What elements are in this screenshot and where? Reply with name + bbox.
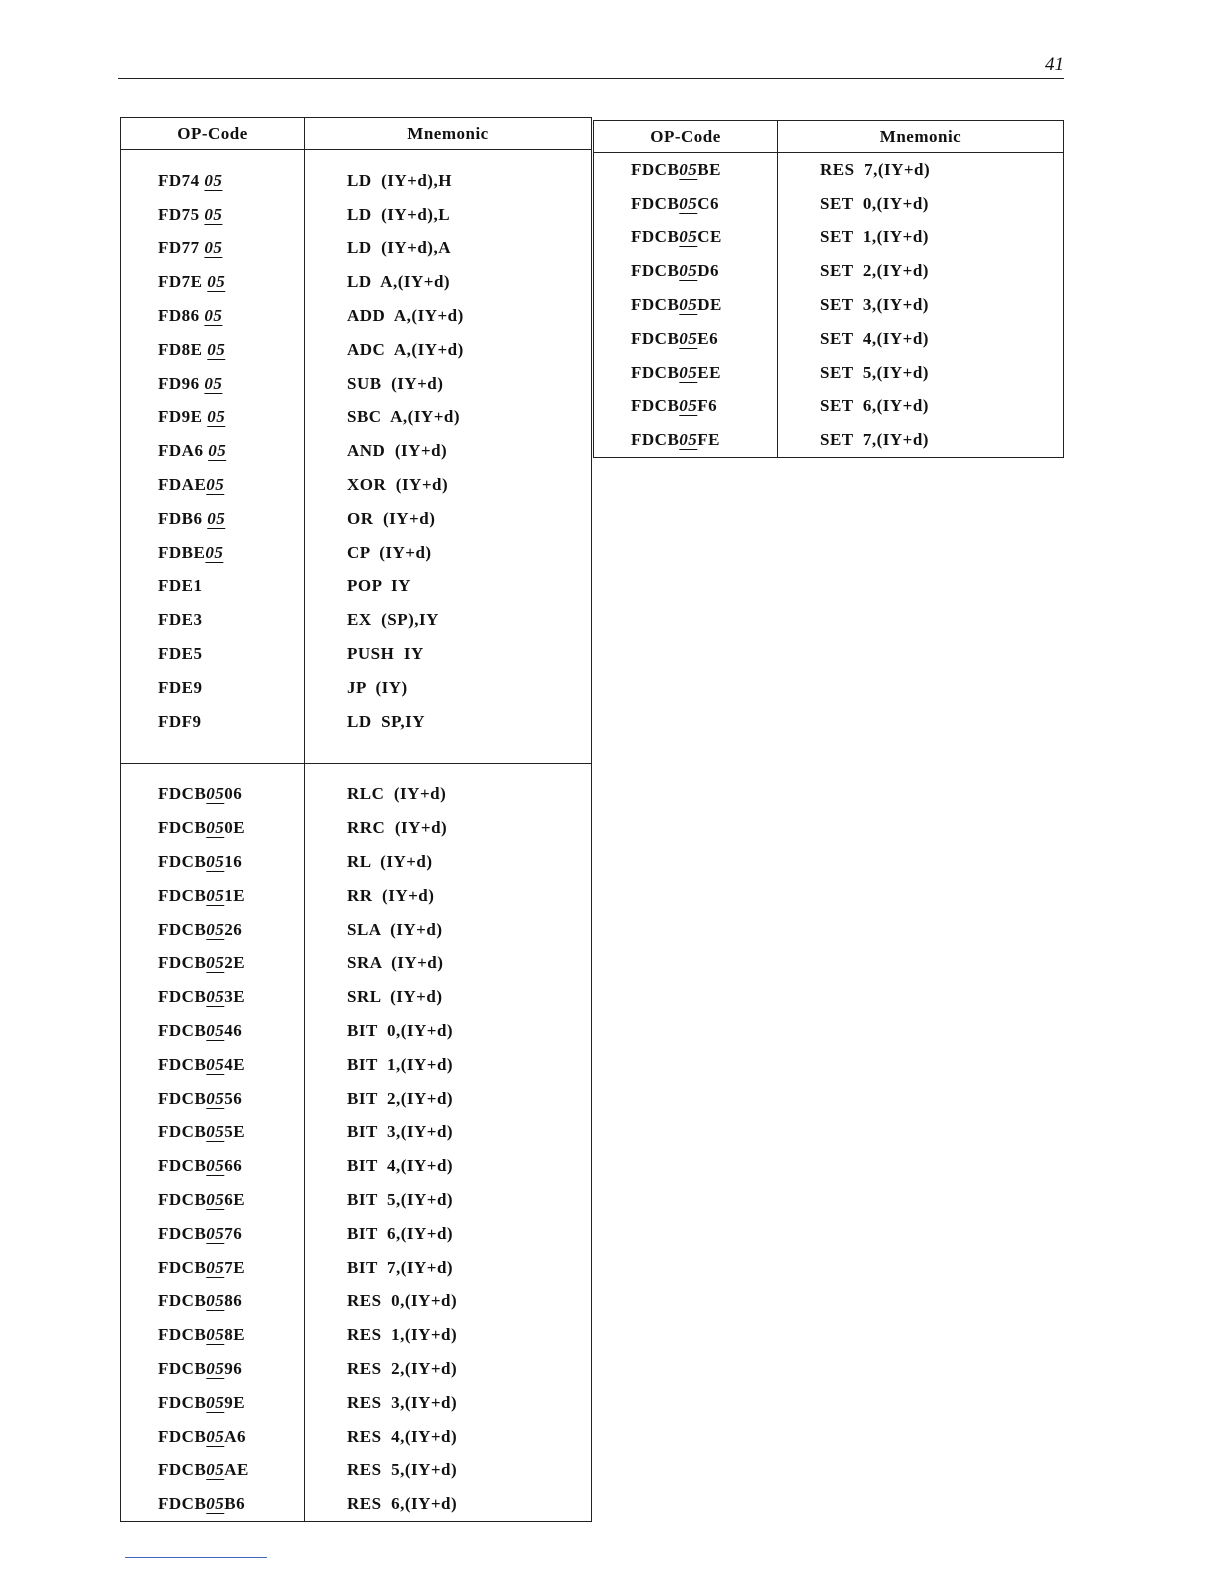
displacement-byte: 05: [207, 339, 226, 359]
opcode-cell: [121, 1014, 305, 1048]
mnemonic-cell: BIT 4,(IY+d): [347, 1156, 454, 1176]
opcode-cell: [121, 1048, 305, 1082]
mnemonic-cell: BIT 6,(IY+d): [347, 1223, 454, 1243]
opcode-header: OP-Code: [594, 121, 778, 153]
mnemonic-cell: SET 5,(IY+d): [820, 362, 929, 382]
opcode-cell: [594, 356, 778, 390]
right-table-body: [594, 153, 1064, 458]
table-row: [121, 1487, 592, 1521]
displacement-byte: 05: [206, 1325, 225, 1345]
opcode-cell: [121, 1183, 305, 1217]
mnemonic-cell: LD (IY+d),H: [347, 170, 452, 190]
table-row: [121, 502, 592, 536]
opcode-suffix: 8E: [224, 1325, 246, 1345]
opcode-cell: [121, 1352, 305, 1386]
opcode-prefix: FD75: [158, 204, 205, 224]
opcode-prefix: FDCB: [158, 1054, 207, 1074]
table-row: [121, 1116, 592, 1150]
displacement-byte: 05: [207, 407, 226, 427]
mnemonic-cell: RES 4,(IY+d): [347, 1426, 458, 1446]
displacement-byte: 05: [679, 362, 698, 382]
table-row: [121, 333, 592, 367]
displacement-byte: 05: [206, 852, 225, 872]
mnemonic-cell: SET 2,(IY+d): [820, 261, 929, 281]
mnemonic-cell: ADD A,(IY+d): [347, 306, 464, 326]
opcode-suffix: 2E: [224, 953, 246, 973]
mnemonic-cell: POP IY: [347, 576, 411, 596]
opcode-suffix: D6: [697, 261, 720, 281]
mnemonic-cell: SUB (IY+d): [347, 373, 444, 393]
table-row: [594, 356, 1064, 390]
table-row: [121, 778, 592, 812]
opcode-cell: [121, 811, 305, 845]
opcode-prefix: FDCB: [158, 852, 207, 872]
mnemonic-cell: EX (SP),IY: [347, 610, 439, 630]
opcode-cell: [121, 705, 305, 739]
spacer-cell: [305, 763, 592, 778]
displacement-byte: 05: [206, 1392, 225, 1412]
displacement-byte: 05: [206, 475, 225, 495]
opcode-table-right: [593, 120, 1064, 458]
table-row: [594, 187, 1064, 221]
displacement-byte: 05: [204, 306, 223, 326]
opcode-suffix: 06: [224, 784, 243, 804]
mnemonic-cell: BIT 3,(IY+d): [347, 1122, 454, 1142]
opcode-prefix: FD86: [158, 306, 205, 326]
opcode-prefix: FDCB: [631, 227, 680, 247]
opcode-suffix: 4E: [224, 1054, 246, 1074]
opcode-suffix: E6: [697, 328, 719, 348]
opcode-cell: [594, 390, 778, 424]
opcode-prefix: FDCB: [158, 818, 207, 838]
opcode-prefix: FD7E: [158, 272, 208, 292]
opcode-cell: [121, 913, 305, 947]
opcode-cell: [121, 1116, 305, 1150]
displacement-byte: 05: [206, 784, 225, 804]
table-row: [121, 1251, 592, 1285]
mnemonic-cell: LD SP,IY: [347, 711, 426, 731]
opcode-prefix: FDCB: [158, 953, 207, 973]
page-number: 41: [1045, 54, 1064, 75]
displacement-byte: 05: [206, 1190, 225, 1209]
opcode-prefix: FDE9: [158, 677, 203, 697]
displacement-byte: 05: [206, 1257, 225, 1277]
table-spacer: [121, 739, 592, 764]
opcode-cell: [121, 1217, 305, 1251]
opcode-prefix: FDCB: [631, 193, 680, 213]
opcode-cell: [594, 221, 778, 255]
table-row: [121, 913, 592, 947]
opcode-prefix: FDCB: [158, 784, 207, 804]
table-spacer: [121, 150, 592, 165]
table-row: [121, 879, 592, 913]
opcode-cell: [121, 845, 305, 879]
displacement-byte: 05: [206, 1122, 225, 1142]
mnemonic-cell: RES 0,(IY+d): [347, 1291, 458, 1311]
opcode-prefix: FDCB: [158, 1223, 207, 1243]
opcode-prefix: FDBE: [158, 542, 206, 562]
opcode-prefix: FDCB: [631, 430, 680, 450]
table-row: [121, 1217, 592, 1251]
displacement-byte: 05: [204, 238, 223, 258]
opcode-cell: [121, 265, 305, 299]
displacement-byte: 05: [206, 1291, 225, 1311]
displacement-byte: 05: [207, 508, 226, 528]
opcode-prefix: FDCB: [158, 1460, 207, 1480]
opcode-prefix: FD9E: [158, 407, 208, 427]
table-row: [121, 1318, 592, 1352]
opcode-prefix: FDE3: [158, 610, 203, 630]
opcode-cell: [121, 637, 305, 671]
mnemonic-cell: RES 7,(IY+d): [820, 159, 931, 179]
displacement-byte: 05: [204, 373, 223, 393]
opcode-cell: [121, 1318, 305, 1352]
displacement-byte: 05: [205, 542, 224, 562]
opcode-prefix: FDB6: [158, 508, 208, 528]
opcode-cell: [121, 570, 305, 604]
table-row: [594, 390, 1064, 424]
opcode-cell: [594, 254, 778, 288]
opcode-suffix: CE: [697, 227, 722, 247]
mnemonic-cell: SET 4,(IY+d): [820, 328, 929, 348]
displacement-byte: 05: [679, 430, 698, 450]
opcode-prefix: FDA6: [158, 441, 209, 461]
opcode-prefix: FDF9: [158, 711, 202, 731]
opcode-cell: [594, 288, 778, 322]
table-row: [121, 1082, 592, 1116]
opcode-suffix: AE: [224, 1460, 249, 1480]
displacement-byte: 05: [206, 1358, 225, 1378]
opcode-cell: [121, 468, 305, 502]
opcode-suffix: 86: [224, 1291, 243, 1311]
displacement-byte: 05: [206, 987, 225, 1007]
opcode-suffix: 9E: [224, 1392, 246, 1412]
table-row: [594, 423, 1064, 457]
opcode-prefix: FD74: [158, 170, 205, 190]
mnemonic-cell: RR (IY+d): [347, 885, 435, 905]
opcode-suffix: 0E: [224, 818, 246, 838]
table-row: [121, 671, 592, 705]
mnemonic-cell: ADC A,(IY+d): [347, 339, 464, 359]
opcode-prefix: FDAE: [158, 475, 207, 495]
displacement-byte: 05: [206, 1426, 225, 1446]
mnemonic-cell: LD A,(IY+d): [347, 272, 451, 292]
displacement-byte: 05: [206, 885, 225, 905]
mnemonic-cell: SRL (IY+d): [347, 987, 443, 1007]
table-row: [594, 153, 1064, 187]
opcode-suffix: 76: [224, 1223, 243, 1243]
mnemonic-cell: RRC (IY+d): [347, 818, 448, 838]
opcode-prefix: FDCB: [631, 396, 680, 416]
opcode-suffix: DE: [697, 295, 722, 315]
table-row: [121, 1386, 592, 1420]
opcode-cell: [121, 879, 305, 913]
table-row: [121, 401, 592, 435]
displacement-byte: 05: [206, 953, 225, 973]
opcode-suffix: 16: [224, 852, 243, 872]
opcode-prefix: FDCB: [631, 261, 680, 281]
table-spacer: [121, 763, 592, 778]
opcode-cell: [121, 1082, 305, 1116]
footer-line: [125, 1557, 267, 1558]
table-row: [121, 536, 592, 570]
displacement-byte: 05: [679, 261, 698, 281]
mnemonic-cell: SET 7,(IY+d): [820, 430, 929, 450]
opcode-prefix: FDE5: [158, 644, 203, 664]
table-row: [121, 980, 592, 1014]
opcode-cell: [121, 502, 305, 536]
table-row: [121, 603, 592, 637]
opcode-prefix: FDCB: [158, 1291, 207, 1311]
mnemonic-cell: SET 1,(IY+d): [820, 227, 929, 247]
mnemonic-cell: BIT 0,(IY+d): [347, 1021, 454, 1041]
table-row: [594, 221, 1064, 255]
opcode-suffix: 66: [224, 1156, 243, 1176]
opcode-prefix: FD77: [158, 238, 205, 258]
spacer-cell: [121, 763, 305, 778]
displacement-byte: 05: [679, 396, 698, 416]
mnemonic-cell: RES 1,(IY+d): [347, 1325, 458, 1345]
opcode-prefix: FDCB: [158, 1358, 207, 1378]
opcode-suffix: 26: [224, 919, 243, 939]
table-row: [121, 265, 592, 299]
opcode-cell: [121, 536, 305, 570]
displacement-byte: 05: [206, 1156, 225, 1176]
spacer-cell: [305, 150, 592, 165]
opcode-cell: [121, 1386, 305, 1420]
opcode-suffix: 56: [224, 1088, 243, 1108]
opcode-suffix: F6: [697, 396, 718, 416]
mnemonic-cell: LD (IY+d),A: [347, 238, 451, 258]
table-row: [594, 254, 1064, 288]
opcode-prefix: FDCB: [158, 1392, 207, 1412]
table-row: [121, 637, 592, 671]
opcode-suffix: FE: [697, 430, 721, 450]
mnemonic-cell: SET 6,(IY+d): [820, 396, 929, 416]
opcode-cell: [121, 333, 305, 367]
spacer-cell: [121, 739, 305, 764]
table-row: [121, 1048, 592, 1082]
opcode-suffix: B6: [224, 1494, 246, 1514]
opcode-prefix: FDCB: [158, 1494, 207, 1514]
opcode-cell: [121, 401, 305, 435]
opcode-cell: [594, 153, 778, 187]
opcode-prefix: FDCB: [158, 1156, 207, 1176]
table-row: [121, 1420, 592, 1454]
table-row: [121, 1014, 592, 1048]
mnemonic-cell: RES 6,(IY+d): [347, 1494, 458, 1514]
displacement-byte: 05: [206, 1088, 225, 1108]
displacement-byte: 05: [207, 272, 226, 292]
header-rule: [118, 78, 1064, 79]
opcode-table-left: [120, 117, 592, 1522]
opcode-header: OP-Code: [121, 118, 305, 150]
mnemonic-cell: RES 2,(IY+d): [347, 1358, 458, 1378]
opcode-suffix: 6E: [224, 1190, 246, 1209]
table-row: [121, 1453, 592, 1487]
mnemonic-cell: RLC (IY+d): [347, 784, 447, 804]
opcode-cell: [121, 299, 305, 333]
table-row: [594, 322, 1064, 356]
table-row: [121, 434, 592, 468]
opcode-suffix: 1E: [224, 885, 246, 905]
opcode-cell: [121, 603, 305, 637]
left-table-body: [121, 150, 592, 1522]
opcode-prefix: FDCB: [631, 328, 680, 348]
mnemonic-cell: SET 0,(IY+d): [820, 193, 929, 213]
opcode-cell: [121, 1285, 305, 1319]
mnemonic-header: Mnemonic: [778, 121, 1064, 153]
table-row: [594, 288, 1064, 322]
opcode-prefix: FDE1: [158, 576, 203, 596]
opcode-prefix: FDCB: [631, 362, 680, 382]
displacement-byte: 05: [679, 227, 698, 247]
mnemonic-cell: LD (IY+d),L: [347, 204, 451, 224]
opcode-cell: [121, 778, 305, 812]
mnemonic-cell: SRA (IY+d): [347, 953, 444, 973]
opcode-prefix: FDCB: [158, 1426, 207, 1446]
opcode-cell: [121, 1251, 305, 1285]
mnemonic-cell: AND (IY+d): [347, 441, 448, 461]
opcode-cell: [121, 198, 305, 232]
opcode-prefix: FDCB: [158, 1021, 207, 1041]
opcode-cell: [121, 1420, 305, 1454]
table-row: [121, 468, 592, 502]
opcode-suffix: 7E: [224, 1257, 246, 1277]
table-row: [121, 1285, 592, 1319]
opcode-prefix: FD8E: [158, 339, 208, 359]
opcode-suffix: BE: [697, 159, 721, 179]
opcode-prefix: FDCB: [158, 1325, 207, 1345]
table-row: [121, 1352, 592, 1386]
mnemonic-header: Mnemonic: [305, 118, 592, 150]
opcode-suffix: EE: [697, 362, 721, 382]
opcode-prefix: FDCB: [158, 1088, 207, 1108]
table-row: [121, 198, 592, 232]
mnemonic-cell: SLA (IY+d): [347, 919, 443, 939]
mnemonic-cell: OR (IY+d): [347, 508, 436, 528]
opcode-prefix: FDCB: [158, 919, 207, 939]
opcode-cell: [121, 1487, 305, 1521]
mnemonic-cell: XOR (IY+d): [347, 475, 449, 495]
mnemonic-cell: RES 3,(IY+d): [347, 1392, 458, 1412]
opcode-cell: [594, 423, 778, 457]
mnemonic-cell: JP (IY): [347, 677, 408, 697]
opcode-prefix: FDCB: [158, 885, 207, 905]
opcode-suffix: 46: [224, 1021, 243, 1041]
table-row: [121, 811, 592, 845]
opcode-cell: [121, 947, 305, 981]
opcode-prefix: FD96: [158, 373, 205, 393]
opcode-cell: [121, 434, 305, 468]
displacement-byte: 05: [208, 441, 227, 461]
header-row: [121, 118, 592, 150]
displacement-byte: 05: [206, 818, 225, 838]
mnemonic-cell: CP (IY+d): [347, 542, 432, 562]
table-row: [121, 367, 592, 401]
opcode-suffix: A6: [224, 1426, 247, 1446]
displacement-byte: 05: [206, 919, 225, 939]
table-row: [121, 232, 592, 266]
table-row: [121, 705, 592, 739]
opcode-cell: [594, 322, 778, 356]
table-row: [121, 947, 592, 981]
table-row: [121, 1149, 592, 1183]
opcode-suffix: 3E: [224, 987, 246, 1007]
opcode-prefix: FDCB: [631, 159, 680, 179]
header-row: [594, 121, 1064, 153]
opcode-cell: [121, 671, 305, 705]
displacement-byte: 05: [204, 204, 223, 224]
displacement-byte: 05: [206, 1494, 225, 1514]
displacement-byte: 05: [204, 170, 223, 190]
opcode-suffix: 5E: [224, 1122, 246, 1142]
displacement-byte: 05: [679, 159, 698, 179]
mnemonic-cell: RL (IY+d): [347, 852, 433, 872]
opcode-prefix: FDCB: [158, 987, 207, 1007]
displacement-byte: 05: [679, 193, 698, 213]
mnemonic-cell: RES 5,(IY+d): [347, 1460, 458, 1480]
opcode-prefix: FDCB: [631, 295, 680, 315]
opcode-cell: [121, 1149, 305, 1183]
opcode-suffix: C6: [697, 193, 720, 213]
opcode-cell: [121, 367, 305, 401]
opcode-cell: [121, 980, 305, 1014]
spacer-cell: [305, 739, 592, 764]
opcode-prefix: FDCB: [158, 1122, 207, 1142]
opcode-cell: [121, 1453, 305, 1487]
table-row: [121, 1183, 592, 1217]
opcode-prefix: FDCB: [158, 1190, 207, 1209]
opcode-cell: [121, 164, 305, 198]
mnemonic-cell: BIT 5,(IY+d): [347, 1190, 454, 1209]
spacer-cell: [121, 150, 305, 165]
mnemonic-cell: PUSH IY: [347, 644, 424, 664]
mnemonic-cell: BIT 7,(IY+d): [347, 1257, 454, 1277]
displacement-byte: 05: [206, 1223, 225, 1243]
displacement-byte: 05: [206, 1021, 225, 1041]
mnemonic-cell: BIT 2,(IY+d): [347, 1088, 454, 1108]
mnemonic-cell: SBC A,(IY+d): [347, 407, 461, 427]
table-row: [121, 164, 592, 198]
displacement-byte: 05: [206, 1054, 225, 1074]
opcode-prefix: FDCB: [158, 1257, 207, 1277]
table-row: [121, 845, 592, 879]
table-row: [121, 570, 592, 604]
displacement-byte: 05: [679, 328, 698, 348]
mnemonic-cell: SET 3,(IY+d): [820, 295, 929, 315]
displacement-byte: 05: [206, 1460, 225, 1480]
table-row: [121, 299, 592, 333]
opcode-cell: [594, 187, 778, 221]
displacement-byte: 05: [679, 295, 698, 315]
opcode-cell: [121, 232, 305, 266]
mnemonic-cell: BIT 1,(IY+d): [347, 1054, 454, 1074]
opcode-suffix: 96: [224, 1358, 243, 1378]
